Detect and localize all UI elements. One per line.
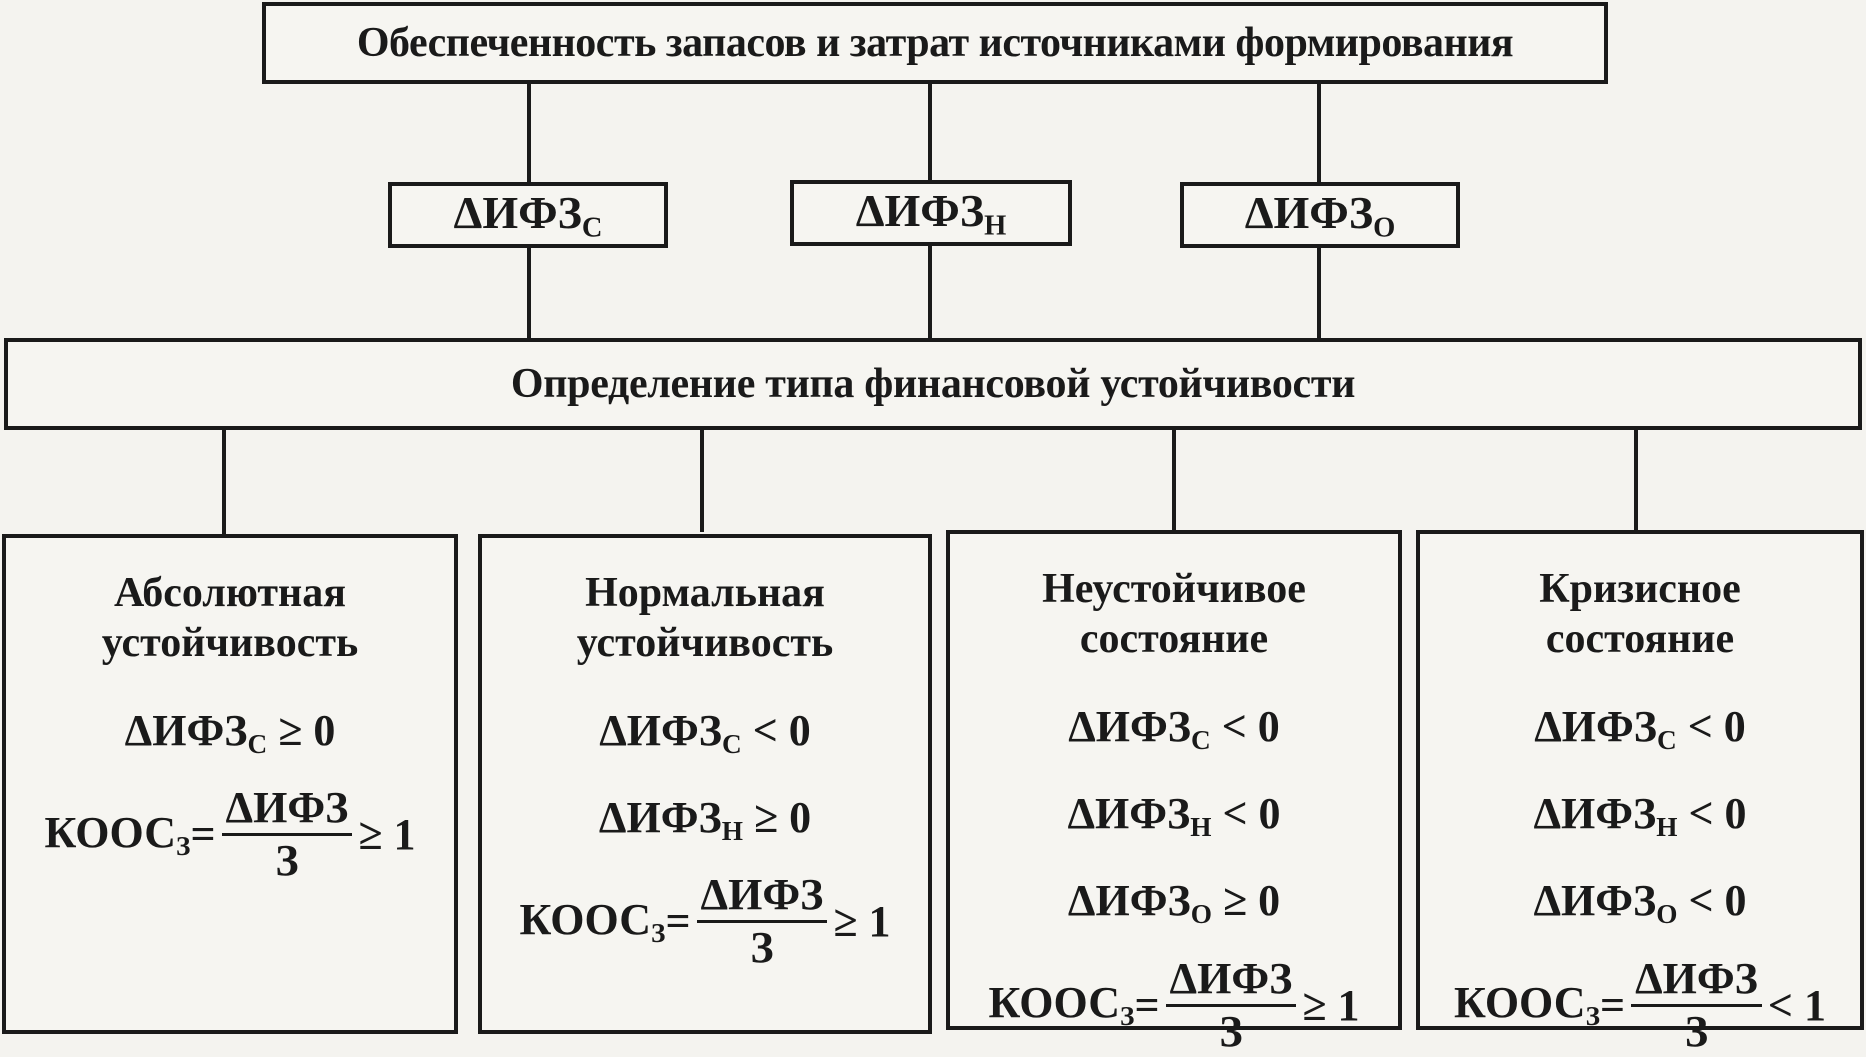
type-box-crisis bbox=[1416, 530, 1864, 1056]
connector-ind-2-to-mid bbox=[928, 246, 932, 340]
condition: $\Delta ИФЗ_Н \ge 0$ bbox=[598, 793, 812, 847]
connector-mid-to-type-4 bbox=[1634, 428, 1638, 534]
coverage-formula: $КООС_З$ = $\frac{\text{ΔИФЗ}}{З}$ < 1 bbox=[1454, 953, 1826, 1056]
top-box-label: Обеспеченность запасов и затрат источниками формирования bbox=[356, 20, 1514, 66]
type-box-absolute bbox=[2, 534, 458, 1034]
condition: $\Delta ИФЗ_О \ge 0$ bbox=[1067, 876, 1281, 930]
middle-box bbox=[4, 338, 1862, 430]
condition: $\Delta ИФЗ_С < 0$ bbox=[1534, 702, 1746, 756]
type-box-unstable bbox=[946, 530, 1402, 1056]
connector-top-to-ind-3 bbox=[1317, 82, 1321, 184]
condition: $\Delta ИФЗ_Н < 0$ bbox=[1067, 789, 1281, 843]
indicator-label: $\Delta ИФЗ_Н$ bbox=[855, 184, 1007, 242]
indicator-box-c bbox=[388, 182, 668, 248]
coverage-formula: $КООС_З$ = $\frac{\text{ΔИФЗ}}{З}$ ≥ 1 bbox=[44, 783, 416, 886]
connector-mid-to-type-1 bbox=[222, 428, 226, 536]
condition: $\Delta ИФЗ_Н < 0$ bbox=[1533, 789, 1747, 843]
top-box bbox=[262, 2, 1608, 84]
condition: $\Delta ИФЗ_С \ge 0$ bbox=[124, 706, 336, 760]
indicator-label: $\Delta ИФЗ_С$ bbox=[453, 186, 603, 244]
middle-box-label: Определение типа финансовой устойчивости bbox=[510, 361, 1356, 407]
condition: $\Delta ИФЗ_О < 0$ bbox=[1533, 876, 1747, 930]
connector-mid-to-type-2 bbox=[700, 428, 704, 532]
condition: $\Delta ИФЗ_С < 0$ bbox=[1068, 702, 1280, 756]
connector-mid-to-type-3 bbox=[1172, 428, 1176, 532]
connector-ind-3-to-mid bbox=[1317, 246, 1321, 340]
type-title: Неустойчивое состояние bbox=[1042, 566, 1306, 662]
coverage-formula: $КООС_З$ = $\frac{\text{ΔИФЗ}}{З}$ ≥ 1 bbox=[988, 953, 1360, 1056]
coverage-formula: $КООС_З$ = $\frac{\text{ΔИФЗ}}{З}$ ≥ 1 bbox=[519, 870, 891, 973]
indicator-label: $\Delta ИФЗ_О$ bbox=[1244, 186, 1396, 244]
indicator-box-o bbox=[1180, 182, 1460, 248]
condition: $\Delta ИФЗ_С < 0$ bbox=[599, 706, 811, 760]
indicator-box-n bbox=[790, 180, 1072, 246]
type-box-normal bbox=[478, 534, 932, 1034]
connector-ind-1-to-mid bbox=[527, 246, 531, 340]
connector-top-to-ind-1 bbox=[527, 82, 531, 184]
connector-top-to-ind-2 bbox=[928, 82, 932, 182]
type-title: Абсолютная устойчивость bbox=[101, 570, 359, 666]
type-title: Кризисное состояние bbox=[1539, 566, 1741, 662]
type-title: Нормальная устойчивость bbox=[576, 570, 834, 666]
